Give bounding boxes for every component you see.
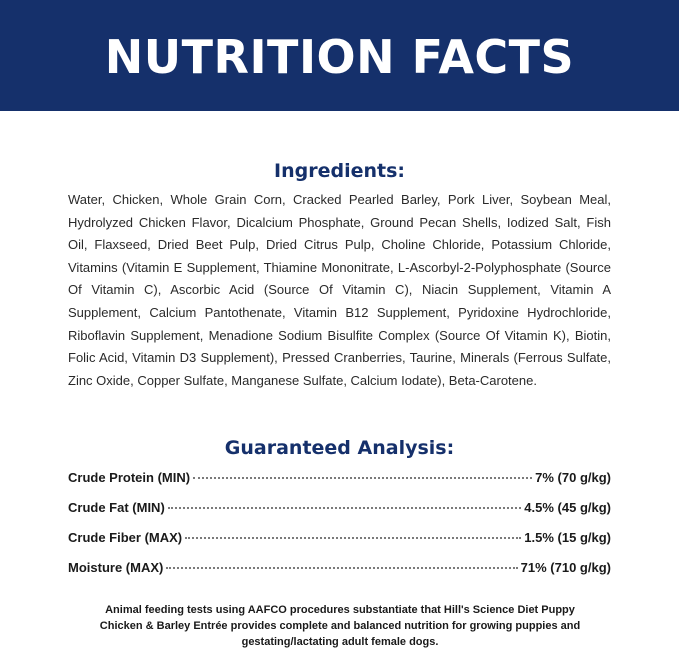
analysis-value: 1.5% (15 g/kg) bbox=[524, 530, 611, 545]
analysis-label: Crude Protein (MIN) bbox=[68, 470, 191, 485]
ingredients-text: Water, Chicken, Whole Grain Corn, Cracked Pearled Barley, Pork Liver, Soybean Meal, Hydrolyzed Chicken Flavor, Dicalcium Phosphate, Ground Pecan Shells, Iodized Salt, Fish Oil, Flaxseed, Dried Beet Pulp, Dried Citrus Pulp, Choline Chloride, Potassium Chloride, Vitamins (Vitamin E Supplement, Thiamine Mononitrate, L-Ascorbyl-2-Polyphosphate (Source Of Vitamin C), Ascorbic Acid (Source Of Vitamin C), Niacin Supplement, Vitamin A Supplement, Calcium Pantothenate, Vitamin B12 Supplement, Pyridoxine Hydrochloride, Riboflavin Supplement, Menadione Sodium Bisulfite Complex (Source Of Vitamin K), Biotin, Folic Acid, Vitamin D3 Supplement), Pressed Cranberries, Taurine, Minerals (Ferrous Sulfate, Zinc Oxide, Copper Sulfate, Manganese Sulfate, Calcium Iodate), Beta-Carotene. bbox=[68, 192, 611, 388]
page-title: NUTRITION FACTS bbox=[104, 29, 575, 84]
ingredients-title: Ingredients: bbox=[274, 160, 405, 182]
header-banner bbox=[0, 0, 679, 111]
analysis-label: Moisture (MAX) bbox=[68, 560, 164, 575]
aafco-statement: Animal feeding tests using AAFCO procedures substantiate that Hill's Science Diet Puppy Chicken & Barley Entrée provides complete and balanced nutrition for growing puppies and gestating/lactating adult female dogs. bbox=[99, 604, 581, 648]
dot-leader bbox=[166, 567, 517, 569]
analysis-value: 71% (710 g/kg) bbox=[520, 560, 611, 575]
analysis-row-moisture bbox=[68, 560, 611, 590]
guaranteed-analysis-title: Guaranteed Analysis: bbox=[224, 437, 455, 459]
dot-leader bbox=[193, 477, 532, 479]
analysis-row-crude-protein bbox=[68, 470, 611, 500]
analysis-value: 7% (70 g/kg) bbox=[535, 470, 611, 485]
analysis-label: Crude Fat (MIN) bbox=[68, 500, 165, 515]
analysis-row-crude-fat bbox=[68, 500, 611, 530]
guaranteed-analysis-list bbox=[68, 470, 611, 590]
dot-leader bbox=[185, 537, 521, 539]
analysis-value: 4.5% (45 g/kg) bbox=[524, 500, 611, 515]
analysis-label: Crude Fiber (MAX) bbox=[68, 530, 183, 545]
dot-leader bbox=[168, 507, 522, 509]
analysis-row-crude-fiber bbox=[68, 530, 611, 560]
